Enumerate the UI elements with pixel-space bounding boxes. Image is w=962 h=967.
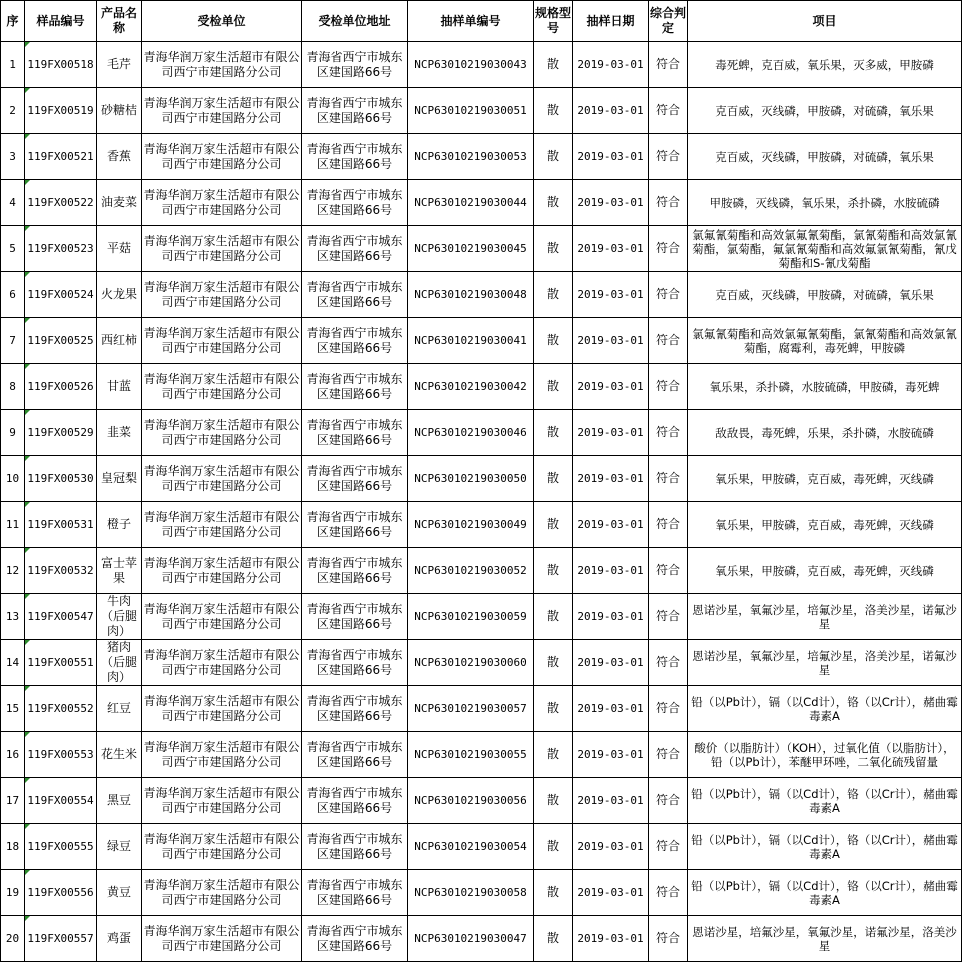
cell-sampling-no: NCP63010219030055 (408, 732, 534, 778)
cell-sample-no: 119FX00551 (25, 640, 97, 686)
header-items: 项目 (688, 1, 962, 42)
cell-spec: 散 (534, 180, 573, 226)
cell-spec: 散 (534, 824, 573, 870)
cell-spec: 散 (534, 640, 573, 686)
cell-date: 2019-03-01 (573, 594, 649, 640)
cell-result: 符合 (649, 180, 688, 226)
cell-date: 2019-03-01 (573, 226, 649, 272)
cell-items: 氯氟氰菊酯和高效氯氟氰菊酯，氯氰菊酯和高效氯氰菊酯，腐霉利，毒死蜱，甲胺磷 (688, 318, 962, 364)
cell-seq: 13 (1, 594, 25, 640)
table-row (1, 180, 962, 226)
cell-sample-no: 119FX00556 (25, 870, 97, 916)
cell-date: 2019-03-01 (573, 686, 649, 732)
cell-product: 鸡蛋 (97, 916, 142, 962)
cell-items: 氧乐果，甲胺磷，克百威，毒死蜱，灭线磷 (688, 548, 962, 594)
cell-sample-no: 119FX00519 (25, 88, 97, 134)
cell-sample-no: 119FX00525 (25, 318, 97, 364)
cell-date: 2019-03-01 (573, 548, 649, 594)
header-row (1, 1, 962, 42)
cell-unit: 青海华润万家生活超市有限公司西宁市建国路分公司 (142, 594, 302, 640)
cell-seq: 6 (1, 272, 25, 318)
header-address: 受检单位地址 (302, 1, 408, 42)
cell-spec: 散 (534, 594, 573, 640)
cell-unit: 青海华润万家生活超市有限公司西宁市建国路分公司 (142, 410, 302, 456)
cell-seq: 2 (1, 88, 25, 134)
cell-sample-no: 119FX00552 (25, 686, 97, 732)
cell-seq: 12 (1, 548, 25, 594)
cell-result: 符合 (649, 548, 688, 594)
cell-sample-no: 119FX00555 (25, 824, 97, 870)
cell-items: 恩诺沙星，培氟沙星，氧氟沙星，诺氟沙星，洛美沙星 (688, 916, 962, 962)
cell-spec: 散 (534, 42, 573, 88)
cell-sampling-no: NCP63010219030051 (408, 88, 534, 134)
cell-address: 青海省西宁市城东区建国路66号 (302, 318, 408, 364)
cell-sample-no: 119FX00524 (25, 272, 97, 318)
cell-address: 青海省西宁市城东区建国路66号 (302, 180, 408, 226)
cell-items: 敌敌畏，毒死蜱，乐果，杀扑磷，水胺硫磷 (688, 410, 962, 456)
cell-address: 青海省西宁市城东区建国路66号 (302, 870, 408, 916)
cell-sampling-no: NCP63010219030058 (408, 870, 534, 916)
header-date: 抽样日期 (573, 1, 649, 42)
table-row (1, 594, 962, 640)
header-sample-no: 样品编号 (25, 1, 97, 42)
cell-items: 克百威，灭线磷，甲胺磷，对硫磷，氧乐果 (688, 134, 962, 180)
cell-sample-no: 119FX00531 (25, 502, 97, 548)
cell-items: 氧乐果，甲胺磷，克百威，毒死蜱，灭线磷 (688, 456, 962, 502)
cell-items: 氧乐果，杀扑磷，水胺硫磷，甲胺磷，毒死蜱 (688, 364, 962, 410)
cell-unit: 青海华润万家生活超市有限公司西宁市建国路分公司 (142, 272, 302, 318)
cell-items: 酸价（以脂肪计）（KOH），过氧化值（以脂肪计），铅（以Pb计），苯醚甲环唑，二氧化硫残留量 (688, 732, 962, 778)
cell-items: 克百威，灭线磷，甲胺磷，对硫磷，氧乐果 (688, 88, 962, 134)
cell-address: 青海省西宁市城东区建国路66号 (302, 640, 408, 686)
cell-unit: 青海华润万家生活超市有限公司西宁市建国路分公司 (142, 824, 302, 870)
cell-spec: 散 (534, 778, 573, 824)
cell-unit: 青海华润万家生活超市有限公司西宁市建国路分公司 (142, 42, 302, 88)
cell-spec: 散 (534, 916, 573, 962)
table-row (1, 778, 962, 824)
cell-spec: 散 (534, 364, 573, 410)
cell-sampling-no: NCP63010219030056 (408, 778, 534, 824)
cell-product: 韭菜 (97, 410, 142, 456)
cell-seq: 14 (1, 640, 25, 686)
cell-product: 油麦菜 (97, 180, 142, 226)
table-row (1, 824, 962, 870)
table-row (1, 732, 962, 778)
table-row (1, 42, 962, 88)
cell-result: 符合 (649, 410, 688, 456)
cell-spec: 散 (534, 134, 573, 180)
cell-address: 青海省西宁市城东区建国路66号 (302, 226, 408, 272)
cell-result: 符合 (649, 42, 688, 88)
cell-unit: 青海华润万家生活超市有限公司西宁市建国路分公司 (142, 548, 302, 594)
cell-seq: 18 (1, 824, 25, 870)
cell-result: 符合 (649, 594, 688, 640)
cell-date: 2019-03-01 (573, 824, 649, 870)
cell-sampling-no: NCP63010219030052 (408, 548, 534, 594)
header-unit: 受检单位 (142, 1, 302, 42)
table-body (1, 42, 962, 962)
header-result: 综合判定 (649, 1, 688, 42)
cell-product: 香蕉 (97, 134, 142, 180)
cell-unit: 青海华润万家生活超市有限公司西宁市建国路分公司 (142, 502, 302, 548)
cell-sample-no: 119FX00547 (25, 594, 97, 640)
cell-seq: 9 (1, 410, 25, 456)
cell-product: 猪肉（后腿肉） (97, 640, 142, 686)
cell-spec: 散 (534, 410, 573, 456)
cell-result: 符合 (649, 870, 688, 916)
cell-items: 铅（以Pb计），镉（以Cd计），铬（以Cr计），赭曲霉毒素A (688, 686, 962, 732)
cell-sampling-no: NCP63010219030046 (408, 410, 534, 456)
header-sampling-no: 抽样单编号 (408, 1, 534, 42)
table-row (1, 272, 962, 318)
cell-product: 毛芹 (97, 42, 142, 88)
cell-result: 符合 (649, 824, 688, 870)
cell-sampling-no: NCP63010219030048 (408, 272, 534, 318)
cell-result: 符合 (649, 318, 688, 364)
cell-seq: 3 (1, 134, 25, 180)
cell-unit: 青海华润万家生活超市有限公司西宁市建国路分公司 (142, 134, 302, 180)
cell-unit: 青海华润万家生活超市有限公司西宁市建国路分公司 (142, 364, 302, 410)
cell-date: 2019-03-01 (573, 272, 649, 318)
cell-product: 西红柿 (97, 318, 142, 364)
cell-unit: 青海华润万家生活超市有限公司西宁市建国路分公司 (142, 226, 302, 272)
cell-sample-no: 119FX00532 (25, 548, 97, 594)
table-row (1, 916, 962, 962)
cell-address: 青海省西宁市城东区建国路66号 (302, 88, 408, 134)
cell-sampling-no: NCP63010219030059 (408, 594, 534, 640)
cell-items: 铅（以Pb计），镉（以Cd计），铬（以Cr计），赭曲霉毒素A (688, 778, 962, 824)
cell-sample-no: 119FX00530 (25, 456, 97, 502)
cell-spec: 散 (534, 456, 573, 502)
cell-items: 克百威，灭线磷，甲胺磷，对硫磷，氧乐果 (688, 272, 962, 318)
cell-unit: 青海华润万家生活超市有限公司西宁市建国路分公司 (142, 88, 302, 134)
cell-result: 符合 (649, 686, 688, 732)
cell-unit: 青海华润万家生活超市有限公司西宁市建国路分公司 (142, 916, 302, 962)
header-seq: 序 (1, 1, 25, 42)
table-row (1, 318, 962, 364)
cell-date: 2019-03-01 (573, 410, 649, 456)
cell-sampling-no: NCP63010219030054 (408, 824, 534, 870)
cell-spec: 散 (534, 88, 573, 134)
cell-seq: 19 (1, 870, 25, 916)
cell-seq: 11 (1, 502, 25, 548)
cell-address: 青海省西宁市城东区建国路66号 (302, 594, 408, 640)
cell-seq: 16 (1, 732, 25, 778)
cell-address: 青海省西宁市城东区建国路66号 (302, 916, 408, 962)
cell-product: 甘蓝 (97, 364, 142, 410)
cell-result: 符合 (649, 226, 688, 272)
cell-seq: 4 (1, 180, 25, 226)
cell-product: 黑豆 (97, 778, 142, 824)
cell-date: 2019-03-01 (573, 502, 649, 548)
cell-address: 青海省西宁市城东区建国路66号 (302, 548, 408, 594)
cell-sample-no: 119FX00557 (25, 916, 97, 962)
cell-spec: 散 (534, 226, 573, 272)
cell-unit: 青海华润万家生活超市有限公司西宁市建国路分公司 (142, 180, 302, 226)
cell-date: 2019-03-01 (573, 732, 649, 778)
cell-sampling-no: NCP63010219030042 (408, 364, 534, 410)
cell-spec: 散 (534, 272, 573, 318)
cell-date: 2019-03-01 (573, 42, 649, 88)
table-row (1, 502, 962, 548)
cell-sample-no: 119FX00522 (25, 180, 97, 226)
header-product: 产品名称 (97, 1, 142, 42)
cell-product: 红豆 (97, 686, 142, 732)
cell-spec: 散 (534, 686, 573, 732)
cell-result: 符合 (649, 502, 688, 548)
cell-result: 符合 (649, 732, 688, 778)
table-row (1, 686, 962, 732)
cell-sampling-no: NCP63010219030045 (408, 226, 534, 272)
cell-sample-no: 119FX00518 (25, 42, 97, 88)
cell-seq: 17 (1, 778, 25, 824)
cell-date: 2019-03-01 (573, 180, 649, 226)
cell-sampling-no: NCP63010219030049 (408, 502, 534, 548)
cell-product: 橙子 (97, 502, 142, 548)
cell-sample-no: 119FX00526 (25, 364, 97, 410)
cell-sampling-no: NCP63010219030060 (408, 640, 534, 686)
cell-sampling-no: NCP63010219030050 (408, 456, 534, 502)
cell-product: 绿豆 (97, 824, 142, 870)
header-spec: 规格型号 (534, 1, 573, 42)
cell-date: 2019-03-01 (573, 318, 649, 364)
cell-items: 铅（以Pb计），镉（以Cd计），铬（以Cr计），赭曲霉毒素A (688, 824, 962, 870)
cell-seq: 5 (1, 226, 25, 272)
cell-items: 甲胺磷，灭线磷，氧乐果，杀扑磷，水胺硫磷 (688, 180, 962, 226)
table-row (1, 870, 962, 916)
cell-sample-no: 119FX00521 (25, 134, 97, 180)
cell-sample-no: 119FX00554 (25, 778, 97, 824)
cell-spec: 散 (534, 870, 573, 916)
table-row (1, 640, 962, 686)
cell-product: 皇冠梨 (97, 456, 142, 502)
cell-seq: 10 (1, 456, 25, 502)
cell-items: 毒死蜱，克百威，氧乐果，灭多威，甲胺磷 (688, 42, 962, 88)
cell-sampling-no: NCP63010219030041 (408, 318, 534, 364)
table-row (1, 88, 962, 134)
cell-result: 符合 (649, 134, 688, 180)
cell-sampling-no: NCP63010219030053 (408, 134, 534, 180)
cell-date: 2019-03-01 (573, 88, 649, 134)
cell-spec: 散 (534, 318, 573, 364)
cell-date: 2019-03-01 (573, 640, 649, 686)
cell-address: 青海省西宁市城东区建国路66号 (302, 364, 408, 410)
cell-product: 火龙果 (97, 272, 142, 318)
cell-seq: 20 (1, 916, 25, 962)
cell-items: 恩诺沙星，氧氟沙星，培氟沙星，洛美沙星，诺氟沙星 (688, 640, 962, 686)
cell-result: 符合 (649, 916, 688, 962)
cell-unit: 青海华润万家生活超市有限公司西宁市建国路分公司 (142, 870, 302, 916)
cell-spec: 散 (534, 548, 573, 594)
cell-result: 符合 (649, 364, 688, 410)
cell-address: 青海省西宁市城东区建国路66号 (302, 410, 408, 456)
cell-date: 2019-03-01 (573, 778, 649, 824)
cell-address: 青海省西宁市城东区建国路66号 (302, 42, 408, 88)
cell-sampling-no: NCP63010219030057 (408, 686, 534, 732)
cell-address: 青海省西宁市城东区建国路66号 (302, 732, 408, 778)
cell-seq: 7 (1, 318, 25, 364)
cell-result: 符合 (649, 272, 688, 318)
cell-product: 砂糖桔 (97, 88, 142, 134)
cell-address: 青海省西宁市城东区建国路66号 (302, 502, 408, 548)
cell-unit: 青海华润万家生活超市有限公司西宁市建国路分公司 (142, 686, 302, 732)
cell-product: 花生米 (97, 732, 142, 778)
cell-address: 青海省西宁市城东区建国路66号 (302, 456, 408, 502)
cell-date: 2019-03-01 (573, 134, 649, 180)
cell-seq: 8 (1, 364, 25, 410)
cell-address: 青海省西宁市城东区建国路66号 (302, 134, 408, 180)
table-row (1, 134, 962, 180)
cell-unit: 青海华润万家生活超市有限公司西宁市建国路分公司 (142, 732, 302, 778)
cell-result: 符合 (649, 778, 688, 824)
cell-date: 2019-03-01 (573, 456, 649, 502)
cell-date: 2019-03-01 (573, 916, 649, 962)
table-row (1, 548, 962, 594)
cell-seq: 1 (1, 42, 25, 88)
cell-result: 符合 (649, 640, 688, 686)
cell-result: 符合 (649, 456, 688, 502)
cell-sample-no: 119FX00529 (25, 410, 97, 456)
cell-product: 富士苹果 (97, 548, 142, 594)
cell-spec: 散 (534, 732, 573, 778)
cell-address: 青海省西宁市城东区建国路66号 (302, 824, 408, 870)
cell-items: 氯氟氰菊酯和高效氯氟氰菊酯，氯氰菊酯和高效氯氰菊酯，氯菊酯，氟氯氰菊酯和高效氟氯氰菊酯，氰戊菊酯和S-氰戊菊酯 (688, 226, 962, 272)
table-row (1, 364, 962, 410)
cell-sample-no: 119FX00553 (25, 732, 97, 778)
cell-sample-no: 119FX00523 (25, 226, 97, 272)
cell-unit: 青海华润万家生活超市有限公司西宁市建国路分公司 (142, 318, 302, 364)
cell-spec: 散 (534, 502, 573, 548)
cell-sampling-no: NCP63010219030044 (408, 180, 534, 226)
cell-sampling-no: NCP63010219030047 (408, 916, 534, 962)
cell-address: 青海省西宁市城东区建国路66号 (302, 272, 408, 318)
cell-unit: 青海华润万家生活超市有限公司西宁市建国路分公司 (142, 456, 302, 502)
table-row (1, 410, 962, 456)
cell-result: 符合 (649, 88, 688, 134)
cell-product: 平菇 (97, 226, 142, 272)
cell-date: 2019-03-01 (573, 364, 649, 410)
cell-items: 氧乐果，甲胺磷，克百威，毒死蜱，灭线磷 (688, 502, 962, 548)
cell-address: 青海省西宁市城东区建国路66号 (302, 778, 408, 824)
cell-date: 2019-03-01 (573, 870, 649, 916)
cell-items: 恩诺沙星，氧氟沙星，培氟沙星，洛美沙星，诺氟沙星 (688, 594, 962, 640)
cell-items: 铅（以Pb计），镉（以Cd计），铬（以Cr计），赭曲霉毒素A (688, 870, 962, 916)
cell-unit: 青海华润万家生活超市有限公司西宁市建国路分公司 (142, 640, 302, 686)
table-row (1, 456, 962, 502)
cell-product: 黄豆 (97, 870, 142, 916)
table-row (1, 226, 962, 272)
cell-sampling-no: NCP63010219030043 (408, 42, 534, 88)
cell-unit: 青海华润万家生活超市有限公司西宁市建国路分公司 (142, 778, 302, 824)
cell-product: 牛肉（后腿肉） (97, 594, 142, 640)
cell-seq: 15 (1, 686, 25, 732)
cell-address: 青海省西宁市城东区建国路66号 (302, 686, 408, 732)
